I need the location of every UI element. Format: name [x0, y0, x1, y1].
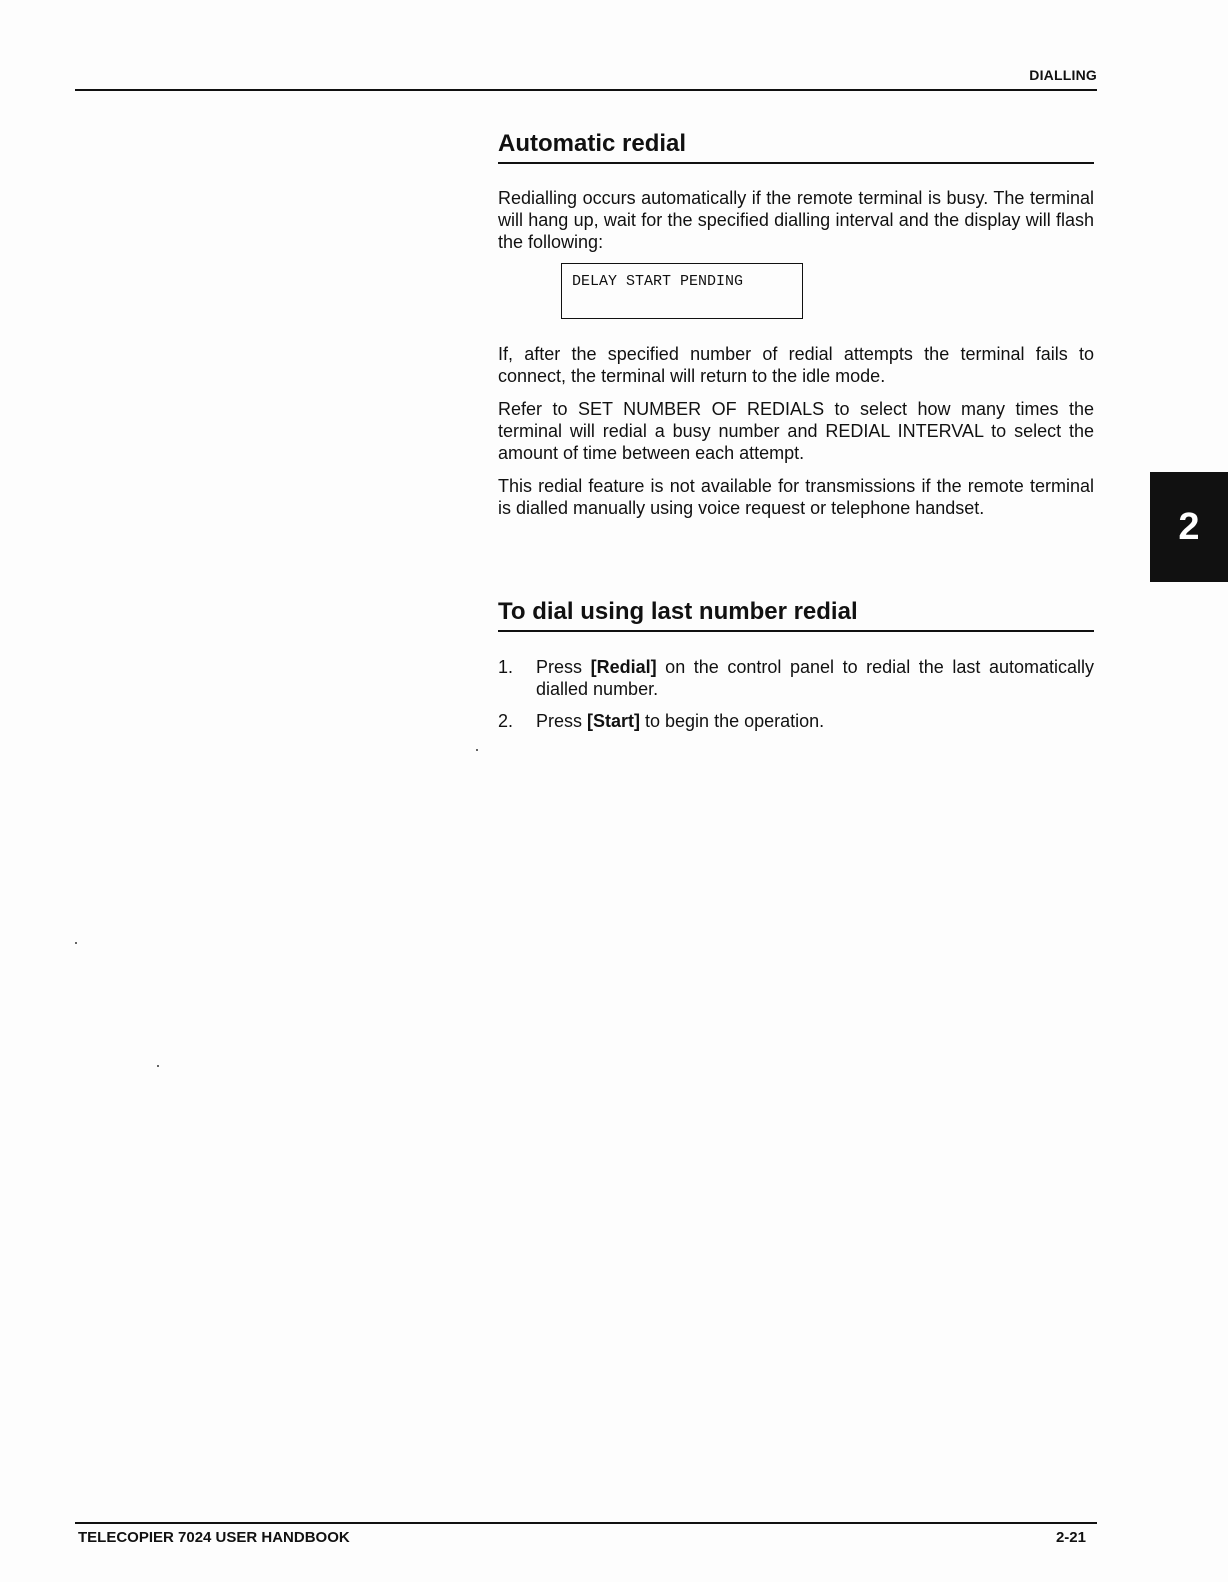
page-number: 2-21 [1055, 1529, 1086, 1546]
footer-title: TELECOPIER 7024 USER HANDBOOK [78, 1529, 350, 1546]
automatic-redial-intro: Redialling occurs automatically if the remote terminal is busy. The terminal will hang up, wait for the specified dialling interval and the display will flash the following: [498, 187, 1094, 252]
step-text: Press [Start] to begin the operation. [536, 710, 825, 731]
running-head: DIALLING [1029, 67, 1097, 83]
footer-rule [75, 1522, 1097, 1524]
header-rule [75, 89, 1097, 91]
last-number-redial-section [498, 598, 1094, 742]
scan-speck [157, 1065, 159, 1067]
redial-availability-paragraph: This redial feature is not available for transmissions if the remote terminal is dialled manually using voice request or telephone handset. [498, 475, 1094, 518]
redial-settings-paragraph: Refer to SET NUMBER OF REDIALS to select how many times the terminal will redial a busy number and REDIAL INTERVAL to select the amount of time between each attempt. [498, 398, 1094, 463]
last-number-redial-heading: To dial using last number redial [498, 598, 1094, 632]
redial-attempts-paragraph: If, after the specified number of redial attempts the terminal fails to connect, the terminal will return to the idle mode. [498, 343, 1094, 386]
redial-steps-list [498, 656, 1094, 732]
redial-key-label: [Redial] [590, 656, 657, 677]
start-key-label: [Start] [587, 710, 641, 731]
step-text: Press [Redial] on the control panel to redial the last automatically dialled number. [536, 656, 1094, 699]
automatic-redial-section [498, 130, 1094, 530]
step-number: 2. [498, 710, 514, 731]
scan-speck [476, 749, 478, 751]
chapter-tab [1150, 472, 1228, 582]
step-number: 1. [498, 656, 514, 677]
display-message-text: DELAY START PENDING [572, 272, 744, 290]
chapter-number: 2 [1178, 505, 1200, 548]
automatic-redial-heading: Automatic redial [498, 130, 1094, 164]
display-message-box [561, 263, 803, 319]
step-item [498, 656, 1094, 700]
scan-speck [75, 942, 77, 944]
step-item [498, 710, 1094, 732]
